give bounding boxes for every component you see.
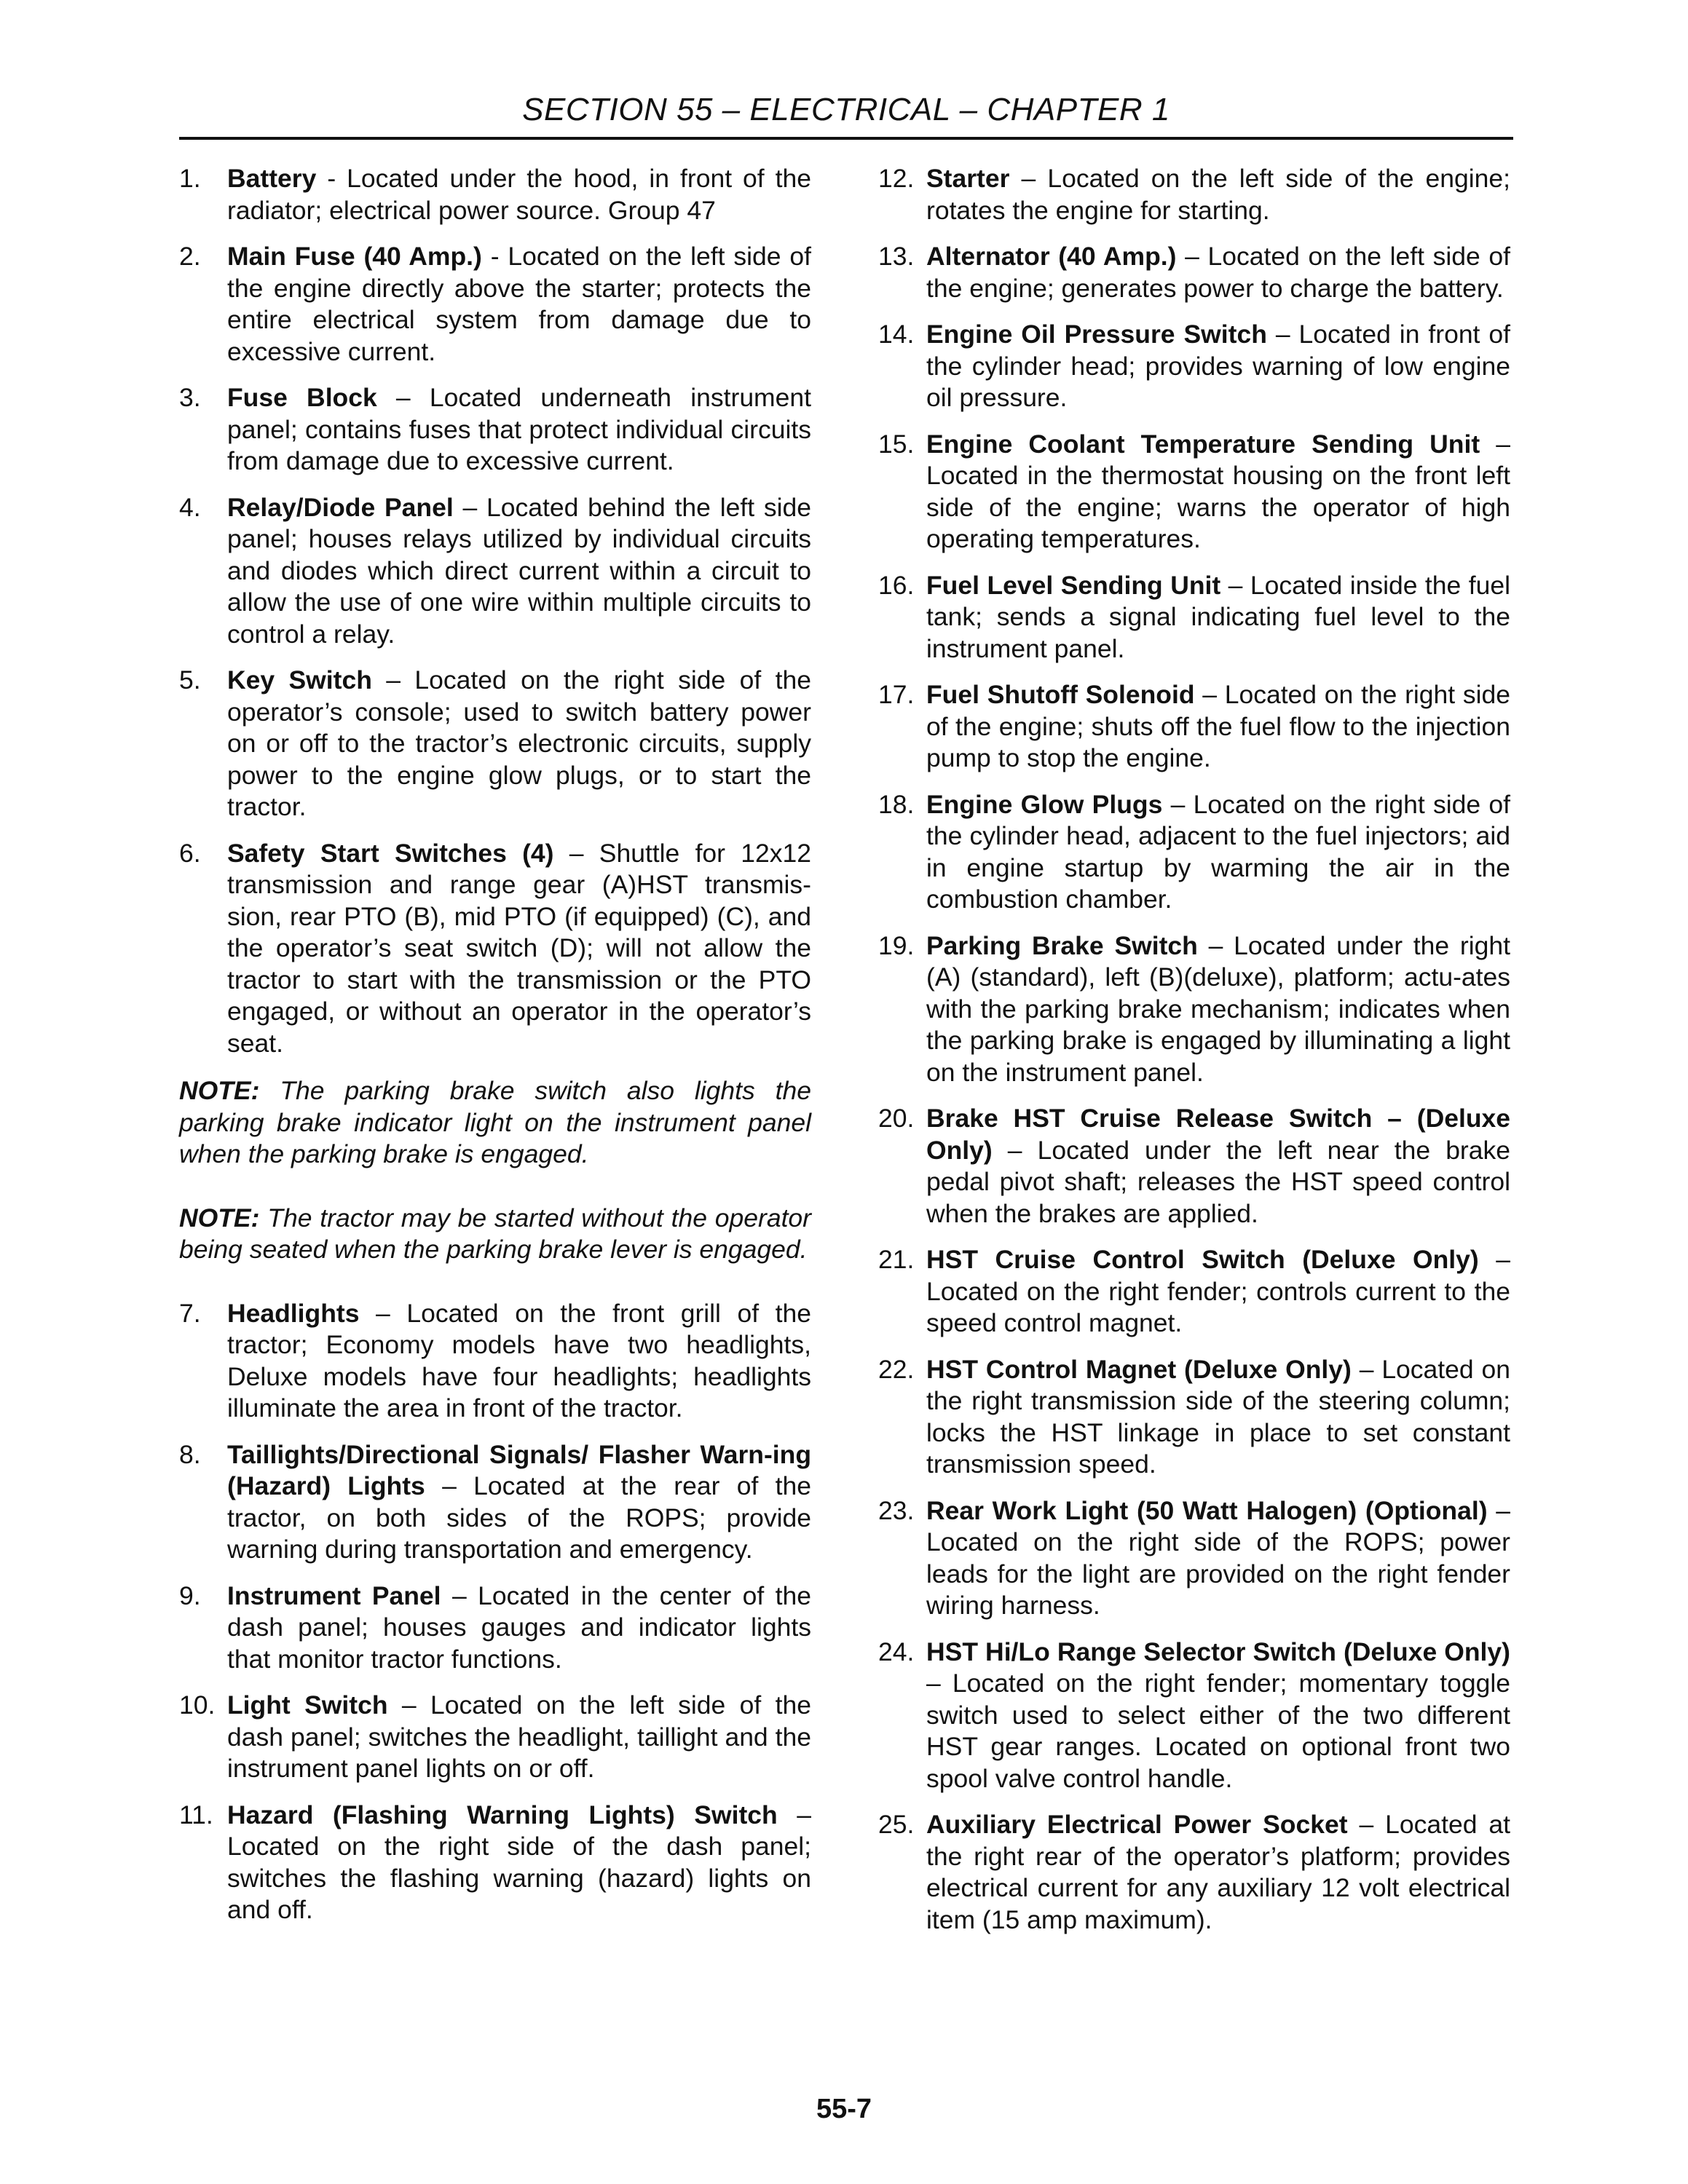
list-item (878, 241, 1510, 304)
item-separator: – (1480, 429, 1511, 459)
item-number: 16. (878, 570, 915, 600)
list-item (179, 241, 811, 368)
item-title: Auxiliary Electrical Power Socket (926, 1810, 1348, 1839)
item-title: Engine Glow Plugs (926, 789, 1163, 819)
item-separator: – (926, 1669, 953, 1698)
item-separator: – (1009, 164, 1048, 193)
item-number: 25. (878, 1810, 915, 1839)
component-list-1 (179, 163, 811, 1059)
component-list-3 (878, 163, 1510, 1936)
item-title: Headlights (227, 1298, 360, 1328)
list-item (878, 163, 1510, 226)
note-parking-brake (179, 1075, 811, 1171)
item-title: Main Fuse (40 Amp.) (227, 242, 482, 271)
item-description: Located at the rear of the tractor, on both sides of the ROPS; provide warning during transportation and emergency. (227, 1471, 811, 1564)
item-number: 22. (878, 1354, 915, 1384)
list-item (878, 1495, 1510, 1622)
list-item (179, 1439, 811, 1566)
item-separator: – (1220, 570, 1250, 600)
item-number: 13. (878, 242, 915, 271)
item-separator: – (1176, 242, 1208, 271)
item-title: Fuel Shutoff Solenoid (926, 680, 1195, 709)
item-number: 15. (878, 429, 915, 459)
header-rule (179, 137, 1513, 140)
item-number: 2. (179, 242, 201, 271)
item-description: Located in the thermostat housing on the front left side of the engine; warns the operator of high operating temperatures. (926, 461, 1510, 553)
page-header: SECTION 55 – ELECTRICAL – CHAPTER 1 (522, 92, 1170, 127)
item-title: Alternator (40 Amp.) (926, 242, 1177, 271)
note-label: NOTE: (179, 1203, 260, 1233)
item-description: Located on the right fender; controls current to the speed control magnet. (926, 1276, 1510, 1337)
item-separator: – (376, 383, 430, 412)
item-description: Located on the left side of the dash panel; switches the headlight, taillight and the instrument panel lights on or off. (227, 1690, 811, 1783)
list-item (179, 1690, 811, 1785)
item-title: Rear Work Light (50 Watt Halogen) (Optional) (926, 1495, 1488, 1525)
note-text: The tractor may be started without the operator being seated when the parking brake lever is engaged. (179, 1203, 812, 1264)
item-number: 21. (878, 1245, 915, 1274)
item-title: Light Switch (227, 1690, 388, 1720)
list-item (878, 570, 1510, 665)
item-separator: – (1478, 1245, 1510, 1274)
item-title: HST Hi/Lo Range Selector Switch (Deluxe Only) (926, 1637, 1510, 1666)
item-description: Located on the right side of the cylinder head, adjacent to the fuel injectors; aid in engine startup by warming the air in the combustion chamber. (926, 789, 1510, 914)
item-description: Located on the right side of the operator’s console; used to switch battery power on or off to the tractor’s electronic circuits, supply power to the engine glow plugs, or to start the tractor. (227, 665, 811, 821)
item-title: Fuse Block (227, 383, 377, 412)
item-separator: – (425, 1471, 474, 1500)
item-number: 18. (878, 789, 915, 819)
item-title: Instrument Panel (227, 1580, 441, 1610)
item-number: 20. (878, 1104, 915, 1133)
item-description: Located on the front grill of the tractor; Economy models have two headlights, Deluxe models have four headlights; headlights illuminate the area in front of the tractor. (227, 1298, 811, 1423)
item-separator: - (316, 164, 347, 193)
item-number: 7. (179, 1298, 201, 1328)
list-item (878, 319, 1510, 414)
item-number: 3. (179, 383, 201, 412)
item-separator: – (359, 1298, 407, 1328)
item-title: Parking Brake Switch (926, 930, 1198, 960)
item-number: 12. (878, 164, 915, 193)
item-separator: – (1197, 930, 1234, 960)
item-number: 1. (179, 164, 201, 193)
item-title: Key Switch (227, 665, 372, 695)
note-label: NOTE: (179, 1076, 260, 1105)
list-item (878, 930, 1510, 1089)
item-description: Located on the right side of the dash panel; switches the flashing warning (hazard) lights on and off. (227, 1832, 811, 1924)
item-separator: – (453, 492, 487, 522)
item-separator: – (1194, 680, 1225, 709)
list-item (878, 1244, 1510, 1340)
item-separator: – (371, 665, 415, 695)
item-separator: – (441, 1580, 478, 1610)
item-number: 5. (179, 665, 201, 695)
item-separator: – (387, 1690, 431, 1720)
item-description: Located under the right (A) (standard), left (B)(deluxe), platform; actu-ates with the parking brake mechanism; indicates when the parking brake is engaged by illuminating a light on the instrument panel. (926, 930, 1510, 1087)
list-item (878, 1809, 1510, 1936)
item-number: 17. (878, 680, 915, 709)
right-column (878, 163, 1510, 1950)
item-title: Safety Start Switches (4) (227, 838, 554, 868)
item-description: Located at the right rear of the operator’s platform; provides electrical current for any auxiliary 12 volt electrical item (15 amp maximum). (926, 1810, 1510, 1934)
page-number: 55-7 (816, 2094, 872, 2124)
item-number: 8. (179, 1439, 201, 1469)
item-description: Located on the right side of the ROPS; power leads for the light are provided on the right fender wiring harness. (926, 1527, 1510, 1620)
item-separator: – (1162, 789, 1194, 819)
item-number: 10. (179, 1690, 216, 1720)
component-list-2 (179, 1298, 811, 1926)
item-description: Located on the right fender; momentary toggle switch used to select either of the two different HST gear ranges. Located on optional front two spool valve control handle. (926, 1669, 1510, 1793)
item-title: HST Control Magnet (Deluxe Only) (926, 1354, 1352, 1384)
item-title: Engine Oil Pressure Switch (926, 320, 1267, 349)
item-description: Located under the hood, in front of the radiator; electrical power source. Group 47 (227, 164, 811, 225)
item-title: Relay/Diode Panel (227, 492, 454, 522)
item-number: 19. (878, 930, 915, 960)
item-separator: – (1351, 1354, 1382, 1384)
list-item (179, 1580, 811, 1676)
item-title: Fuel Level Sending Unit (926, 570, 1221, 600)
item-description: Located in the center of the dash panel; houses gauges and indicator lights that monitor tractor functions. (227, 1580, 811, 1674)
item-number: 24. (878, 1637, 915, 1666)
item-description: Located on the left side of the engine; rotates the engine for starting. (926, 164, 1510, 225)
list-item (179, 665, 811, 823)
item-separator: – (1347, 1810, 1386, 1839)
list-item (878, 1354, 1510, 1481)
item-separator: – (992, 1135, 1038, 1165)
list-item (179, 838, 811, 1060)
item-description: Located underneath instrument panel; contains fuses that protect individual circuits from damage due to excessive current. (227, 383, 811, 475)
left-column (179, 163, 811, 1941)
note-text: The parking brake switch also lights the parking brake indicator light on the instrument panel when the parking brake is engaged. (179, 1076, 811, 1168)
list-item (878, 789, 1510, 916)
item-title: Taillights/Directional Signals/ Flasher Warn-ing (Hazard) Lights (227, 1439, 811, 1500)
item-number: 9. (179, 1580, 201, 1610)
item-description: Located inside the fuel tank; sends a signal indicating fuel level to the instrument panel. (926, 570, 1510, 663)
list-item (179, 1800, 811, 1926)
item-description: Located on the left side of the engine directly above the starter; protects the entire electrical system from damage due to excessive current. (227, 242, 811, 366)
item-number: 4. (179, 492, 201, 522)
item-description: Located on the right side of the engine; shuts off the fuel flow to the injection pump to stop the engine. (926, 680, 1510, 772)
item-title: Battery (227, 164, 317, 193)
item-title: Engine Coolant Temperature Sending Unit (926, 429, 1480, 459)
list-item (878, 429, 1510, 555)
item-title: Hazard (Flashing Warning Lights) Switch (227, 1800, 778, 1829)
item-separator: – (553, 838, 599, 868)
list-item (179, 382, 811, 478)
list-item (878, 1103, 1510, 1230)
item-description: Located in front of the cylinder head; provides warning of low engine oil pressure. (926, 320, 1510, 412)
item-number: 11. (179, 1800, 213, 1829)
note-seat-switch (179, 1203, 811, 1266)
item-title: Starter (926, 164, 1010, 193)
list-item (179, 163, 811, 226)
item-number: 6. (179, 838, 201, 868)
list-item (878, 1637, 1510, 1795)
item-number: 23. (878, 1495, 915, 1525)
item-description: Located on the left side of the engine; generates power to charge the battery. (926, 242, 1510, 303)
item-separator: – (1266, 320, 1299, 349)
item-description: Located behind the left side panel; houses relays utilized by individual circuits and diodes which direct current within a circuit to allow the use of one wire within multiple circuits to control a relay. (227, 492, 811, 649)
list-item (179, 1298, 811, 1425)
list-item (179, 492, 811, 651)
list-item (878, 679, 1510, 775)
item-description: Shuttle for 12x12 transmission and range gear (A)HST transmis-sion, rear PTO (B), mid PTO (if equipped) (C), and the operator’s seat switch (D); will not allow the tractor to start with the transmission or the PTO engaged, or without an operator in the operator’s seat. (227, 838, 811, 1058)
item-description: Located on the right transmission side of the steering column; locks the HST linkage in place to set constant transmission speed. (926, 1354, 1510, 1479)
item-title: Brake HST Cruise Release Switch – (Deluxe Only) (926, 1104, 1510, 1165)
item-separator: – (777, 1800, 811, 1829)
item-description: Located under the left near the brake pedal pivot shaft; releases the HST speed control when the brakes are applied. (926, 1135, 1510, 1228)
item-number: 14. (878, 320, 915, 349)
item-separator: – (1487, 1495, 1510, 1525)
item-title: HST Cruise Control Switch (Deluxe Only) (926, 1245, 1479, 1274)
item-separator: - (481, 242, 508, 271)
